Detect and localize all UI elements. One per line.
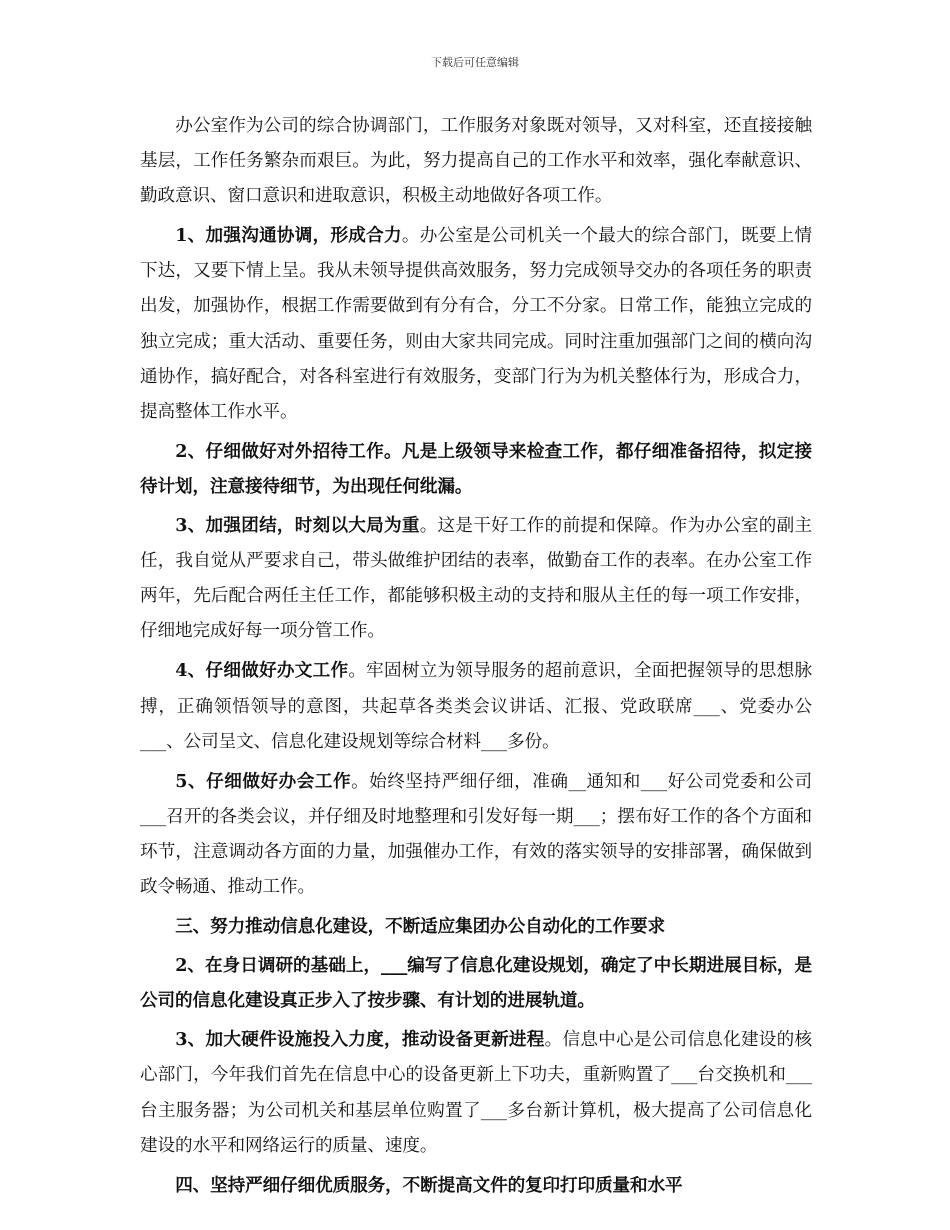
paragraph-section3-item-2 [140,948,812,1018]
section-heading-4 [140,1168,812,1203]
paragraph-text: 。信息中心是公司信息化建设的核心部门，今年我们首先在信息中心的设备更新上下功夫，重新购置了___台交换机和___台主服务器；为公司机关和基层单位购置了___多台新计算机，极大提高了公司信息化建设的水平和网络运行的质量、速度。 [140,1030,812,1156]
paragraph-section3-item-3 [140,1022,812,1163]
document-body [140,108,812,1207]
section-heading-text: 三、努力推动信息化建设，不断适应集团办公自动化的工作要求 [175,916,666,938]
paragraph-item-1 [140,218,812,430]
paragraph-text: 。牢固树立为领导服务的超前意识，全面把握领导的思想脉搏，正确领悟领导的意图，共起草各类类会议讲话、汇报、党政联席___、党委办公___、公司呈文、信息化建设规划等综合材料___多份。 [140,661,812,752]
paragraph-text: 。始终坚持严细仔细，准确__通知和___好公司党委和公司___召开的各类会议，并仔细及时地整理和引发好每一期___；摆布好工作的各个方面和环节，注意调动各方面的力量，加强催办工作，有效的落实领导的安排部署，确保做到政令畅通、推动工作。 [140,771,812,897]
paragraph-lead: 4、仔细做好办文工作 [175,660,349,682]
section-heading-text: 四、坚持严细仔细优质服务，不断提高文件的复印打印质量和水平 [175,1174,683,1196]
paragraph-lead: 1、加强沟通协调，形成合力 [175,225,402,247]
section-heading-3 [140,909,812,944]
paragraph-item-2 [140,434,812,504]
paragraph-lead: 5、仔细做好办会工作 [175,770,352,792]
paragraph-text: 办公室作为公司的综合协调部门，工作服务对象既对领导，又对科室，还直接接触基层，工作任务繁杂而艰巨。为此，努力提高自己的工作水平和效率，强化奉献意识、勤政意识、窗口意识和进取意识，积极主动地做好各项工作。 [140,116,812,207]
paragraph-intro [140,108,812,214]
paragraph-text: 。这是干好工作的前提和保障。作为办公室的副主任，我自觉从严要求自己，带头做维护团结的表率，做勤奋工作的表率。在办公室工作两年，先后配合两任主任工作，都能够积极主动的支持和服从主任的每一项工作安排，仔细地完成好每一项分管工作。 [140,516,812,642]
paragraph-lead: 2、在身日调研的基础上，___编写了信息化建设规划，确定了中长期进展目标，是公司的信息化建设真正步入了按步骤、有计划的进展轨道。 [140,955,812,1012]
paragraph-text: 。办公室是公司机关一个最大的综合部门，既要上情下达，又要下情上呈。我从未领导提供高效服务，努力完成领导交办的各项任务的职责出发，加强协作，根据工作需要做到有分有合，分工不分家。日常工作，能独立完成的独立完成；重大活动、重要任务，则由大家共同完成。同时注重加强部门之间的横向沟通协作，搞好配合，对各科室进行有效服务，变部门行为为机关整体行为，形成合力，提高整体工作水平。 [140,226,812,422]
paragraph-item-5 [140,764,812,905]
paragraph-lead: 3、加大硬件设施投入力度，推动设备更新进程 [175,1029,545,1051]
page-header: 下载后可任意编辑 [431,56,519,69]
paragraph-item-4 [140,653,812,759]
paragraph-item-3 [140,508,812,649]
paragraph-lead: 3、加强团结，时刻以大局为重 [175,515,420,537]
paragraph-lead: 2、仔细做好对外招待工作。凡是上级领导来检查工作，都仔细准备招待，拟定接待计划，注意接待细节，为出现任何纰漏。 [140,440,812,497]
